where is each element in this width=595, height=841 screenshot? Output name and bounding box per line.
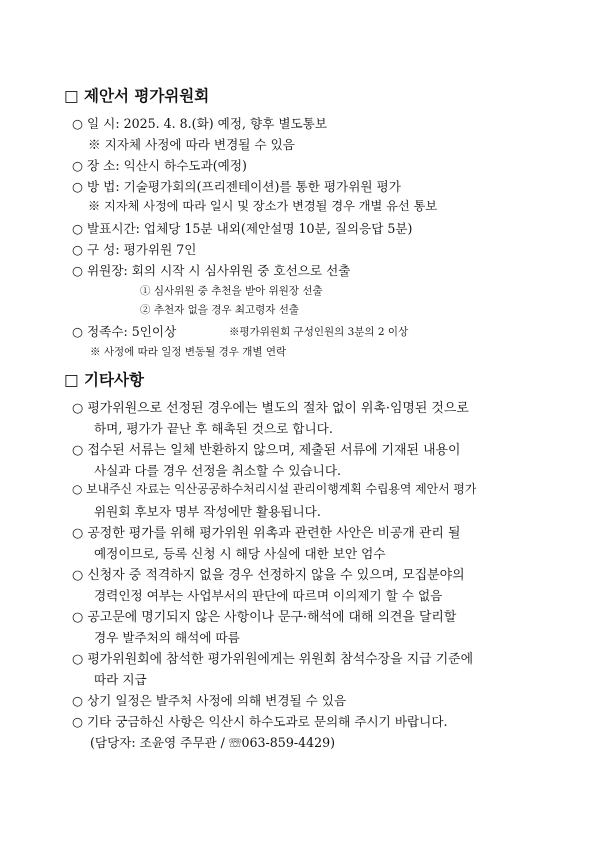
misc-item-1-line-2: 하며, 평가가 끝난 후 해촉된 것으로 합니다.	[94, 421, 333, 436]
chairperson-sub-2: ② 추천자 없을 경우 최고령자 선출	[140, 304, 300, 316]
misc-item-1-line-1: ○ 평가위원으로 선정된 경우에는 별도의 절차 없이 위촉·임명된 것으로	[72, 401, 469, 416]
misc-item-5-line-1: ○ 신청자 중 적격하지 없을 경우 선정하지 않을 수 있으며, 모집분야의	[72, 568, 465, 583]
quorum-line: ○ 정족수: 5인이상	[72, 324, 177, 339]
composition-line: ○ 구 성: 평가위원 7인	[72, 242, 197, 257]
misc-item-3-line-2: 위원회 후보자 명부 작성에만 활용됩니다.	[94, 504, 321, 519]
misc-item-3-line-1: ○ 보내주신 자료는 익산공공하수처리시설 관리이행계획 수립용역 제안서 평가	[72, 482, 477, 496]
misc-item-2-line-1: ○ 접수된 서류는 일체 반환하지 않으며, 제출된 서류에 기재된 내용이	[72, 443, 461, 458]
schedule-change-note: ※ 사정에 따라 일정 변동될 경우 개별 연락	[90, 346, 287, 358]
misc-item-4-line-1: ○ 공정한 평가를 위해 평가위원 위촉과 관련한 사안은 비공개 관리 될	[72, 526, 461, 541]
misc-item-8-line-1: ○ 상기 일정은 발주처 사정에 의해 변경될 수 있음	[72, 693, 347, 708]
misc-item-6-line-2: 경우 발주처의 해석에 따름	[94, 630, 240, 645]
misc-item-5-line-2: 경력인정 여부는 사업부서의 판단에 따르며 이의제기 할 수 없음	[94, 588, 443, 603]
schedule-line: ○ 일 시: 2025. 4. 8.(화) 예정, 향후 별도통보	[72, 116, 327, 131]
misc-item-2-line-2: 사실과 다를 경우 선정을 취소할 수 있습니다.	[94, 463, 342, 478]
misc-item-6-line-1: ○ 공고문에 명기되지 않은 사항이나 문구·해석에 대해 의견을 달리할	[72, 610, 457, 625]
method-note: ※ 지자체 사정에 따라 일시 및 장소가 변경될 경우 개별 유선 통보	[88, 199, 438, 213]
misc-item-7-line-1: ○ 평가위원회에 참석한 평가위원에게는 위원회 참석수장을 지급 기준에	[72, 652, 474, 667]
misc-item-9-line-1: ○ 기타 궁금하신 사항은 익산시 하수도과로 문의해 주시기 바랍니다.	[72, 714, 448, 729]
presentation-time-line: ○ 발표시간: 업체당 15분 내외(제안설명 10분, 질의응답 5분)	[72, 221, 413, 236]
chairperson-line: ○ 위원장: 회의 시작 시 심사위원 중 호선으로 선출	[72, 263, 351, 278]
chairperson-sub-1: ① 심사위원 중 추천을 받아 위원장 선출	[140, 285, 323, 297]
misc-item-4-line-2: 예정이므로, 등록 신청 시 해당 사실에 대한 보안 엄수	[94, 546, 386, 561]
section1-heading: □ 제안서 평가위원회	[64, 87, 210, 105]
schedule-note: ※ 지자체 사정에 따라 변경될 수 있음	[88, 137, 295, 152]
method-line: ○ 방 법: 기술평가회의(프리젠테이션)를 통한 평가위원 평가	[72, 179, 401, 194]
contact-line: (담당자: 조윤영 주무관 / ☏063-859-4429)	[90, 735, 336, 750]
quorum-note: ※평가위원회 구성인원의 3분의 2 이상	[229, 326, 409, 338]
section2-heading: □ 기타사항	[64, 371, 144, 389]
misc-item-7-line-2: 따라 지급	[94, 672, 147, 687]
venue-line: ○ 장 소: 익산시 하수도과(예정)	[72, 158, 247, 173]
